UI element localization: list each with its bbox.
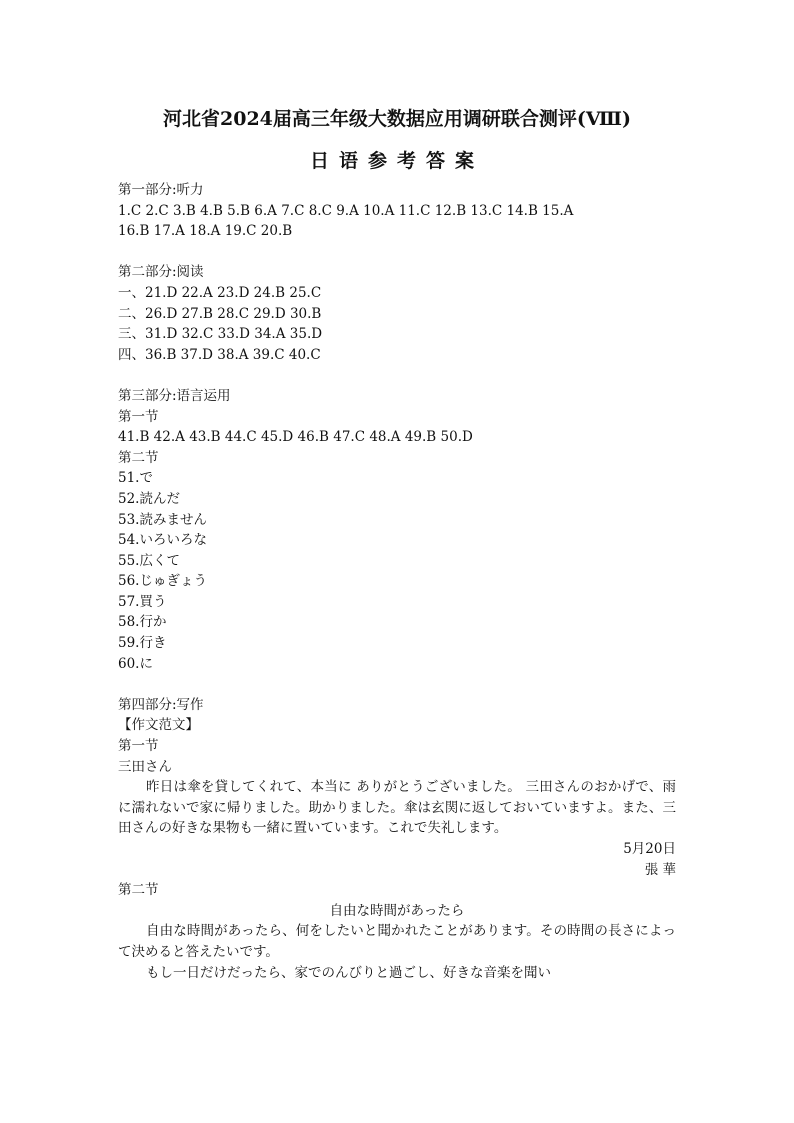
letter-signature: 張 華 — [644, 861, 676, 878]
part3-section2-answer: 52.読んだ — [118, 490, 180, 507]
spacer — [118, 365, 676, 386]
part3-section2-answer: 57.買う — [118, 593, 167, 610]
part2-heading: 第二部分:阅读 — [118, 264, 204, 281]
part3-section2-answer: 54.いろいろな — [118, 532, 207, 549]
part3-section2-answer: 55.広くて — [118, 552, 180, 569]
letter-greeting: 三田さん — [118, 758, 172, 775]
part3-section2-answer: 53.読みません — [118, 511, 207, 528]
part3-section2-answer: 56.じゅぎょう — [118, 573, 207, 590]
spacer — [118, 242, 676, 263]
sample-essay-label: 【作文范文】 — [118, 717, 199, 734]
part4-section1-label: 第一节 — [118, 738, 159, 755]
part4-heading: 第四部分:写作 — [118, 696, 204, 713]
part1-answers-line1: 1.C 2.C 3.B 4.B 5.B 6.A 7.C 8.C 9.A 10.A 11.C 12.B 13.C 14.B 15.A — [118, 202, 574, 219]
part2-answers-line: 二、26.D 27.B 28.C 29.D 30.B — [118, 305, 322, 322]
part3-section1-answers: 41.B 42.A 43.B 44.C 45.D 46.B 47.C 48.A 49.B 50.D — [118, 429, 473, 446]
part4-section2-label: 第二节 — [118, 882, 159, 899]
part3-section1-label: 第一节 — [118, 408, 159, 425]
essay-paragraph: もし一日だけだったら、家でのんびりと過ごし、好きな音楽を聞い — [146, 964, 551, 981]
part2-answers-line: 三、31.D 32.C 33.D 34.A 35.D — [118, 326, 323, 343]
part1-heading: 第一部分:听力 — [118, 182, 204, 198]
part3-section2-answer: 60.に — [118, 655, 153, 672]
essay-title: 自由な時間があったら — [329, 902, 465, 919]
document-subtitle: 日语参考答案 — [309, 150, 484, 172]
answer-content — [118, 180, 676, 983]
part3-section2-answer: 59.行き — [118, 635, 167, 652]
letter-body: 昨日は傘を貸してくれて、本当に ありがとうございました。 三田さんのおかげで、雨に濡れないで家に帰りました。助かりました。傘は玄関に返しておいていますよ。また、三田さんの好きな果物も一緒に置いています。これで失礼します。 — [118, 779, 676, 837]
part3-section2-answer: 58.行か — [118, 614, 167, 631]
part2-answers-line: 四、36.B 37.D 38.A 39.C 40.C — [118, 346, 321, 363]
part3-heading: 第三部分:语言运用 — [118, 387, 231, 404]
part3-section2-answer: 51.で — [118, 470, 153, 487]
part1-answers-line2: 16.B 17.A 18.A 19.C 20.B — [118, 223, 293, 240]
part2-answers-line: 一、21.D 22.A 23.D 24.B 25.C — [118, 284, 322, 301]
part3-section2-label: 第二节 — [118, 449, 159, 466]
spacer — [118, 674, 676, 695]
letter-date: 5月20日 — [623, 841, 676, 857]
document-title: 河北省2024届高三年级大数据应用调研联合测评(Ⅷ) — [163, 108, 631, 130]
essay-paragraph: 自由な時間があったら、何をしたいと聞かれたことがあります。その時間の長さによって決めると答えたいです。 — [118, 923, 676, 960]
